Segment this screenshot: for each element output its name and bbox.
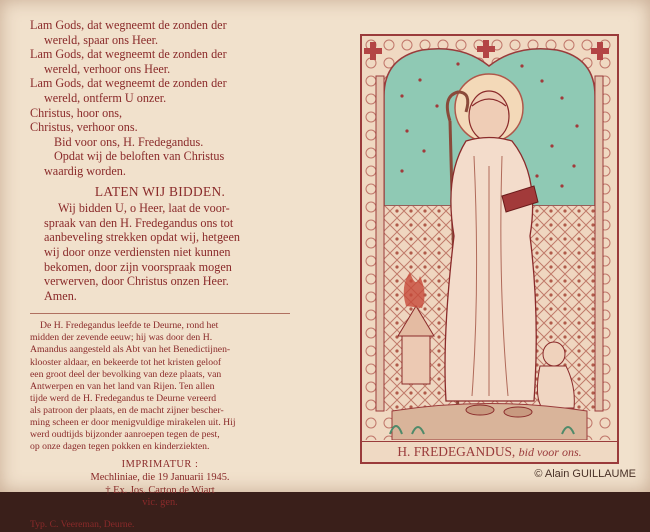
caption-name: H. FREDEGANDUS, [397, 444, 516, 459]
prayer-line: verwerven, door Christus onzen Heer. [44, 274, 229, 289]
prayer-line: bekomen, door zijn voorspraak mogen [44, 259, 232, 274]
bio-line: als patroon der plaats, en de macht zijner bescher- [30, 404, 224, 416]
litany-line: waardig worden. [44, 163, 126, 178]
litany-line: wereld, ontferm U onzer. [44, 90, 167, 105]
imprimatur-title: IMPRIMATUR : [121, 459, 199, 471]
imprimatur [30, 459, 290, 509]
bio-line: Antwerpen en van het land van Rijen. Ten allen [30, 380, 215, 392]
imprimatur-line: Mechliniae, die 19 Januarii 1945. [90, 471, 230, 483]
litany-line: wereld, verhoor ons Heer. [44, 61, 171, 76]
printer-credit: Typ. C. Veereman, Deurne. [30, 518, 135, 530]
bio-line: De H. Fredegandus leefde te Deurne, rond het [40, 320, 219, 332]
litany-line: Christus, hoor ons, [30, 105, 123, 120]
image-caption [362, 441, 617, 462]
litany-line: Lam Gods, dat wegneemt de zonden der [30, 18, 227, 32]
litany-line: Lam Gods, dat wegneemt de zonden der [30, 76, 227, 91]
saint-illustration [360, 34, 619, 464]
imprimatur-line: vic. gen. [142, 497, 178, 509]
divider [30, 313, 290, 314]
biography [30, 320, 290, 453]
prayer [30, 201, 290, 303]
bio-line: tijde werd de H. Fredegandus te Deurne vereerd [30, 392, 217, 404]
copyright-notice: © Alain GUILLAUME [534, 468, 636, 480]
litany-line: Lam Gods, dat wegneemt de zonden der [30, 47, 227, 62]
text-page [30, 18, 290, 532]
imprimatur-line: † Ex. Jos. Carton de Wiart [105, 484, 215, 496]
bio-line: midden der zevende eeuw; hij was door den H. [30, 332, 213, 344]
bio-line: werd oudtijds bijzonder aanroepen tegen de pest, [30, 429, 220, 441]
litany-line: wereld, spaar ons Heer. [44, 32, 159, 47]
caption-suffix: bid voor ons. [518, 445, 582, 459]
prayer-line: spraak van den H. Fredegandus ons tot [44, 215, 234, 230]
saint-fredegandus-image [362, 36, 617, 440]
bio-line: op onze dagen tegen pokken en kinderziekten. [30, 441, 210, 453]
prayer-line: wij door onze verdiensten niet kunnen [44, 244, 231, 259]
prayer-line: aanbeveling strekken opdat wij, hetgeen [44, 230, 240, 245]
bio-line: klooster aldaar, en bekeerde tot het kristen geloof [30, 356, 222, 368]
litany-line: Bid voor ons, H. Fredegandus. [54, 134, 204, 149]
bio-line: een groot deel der bevolking van deze plaats, van [30, 368, 222, 380]
bio-line: Amandus aangesteld als Abt van het Benedictijnen- [30, 344, 231, 356]
prayer-line: Wij bidden U, o Heer, laat de voor- [58, 201, 230, 216]
litany-line: Opdat wij de beloften van Christus [54, 149, 225, 164]
bio-line: ming scheen er door menigvuldige mirakelen uit. Hij [30, 417, 236, 429]
prayer-line: Amen. [44, 288, 77, 303]
litany-line: Christus, verhoor ons. [30, 120, 138, 135]
litany [30, 18, 290, 179]
prayer-heading: LATEN WIJ BIDDEN. [94, 183, 226, 199]
